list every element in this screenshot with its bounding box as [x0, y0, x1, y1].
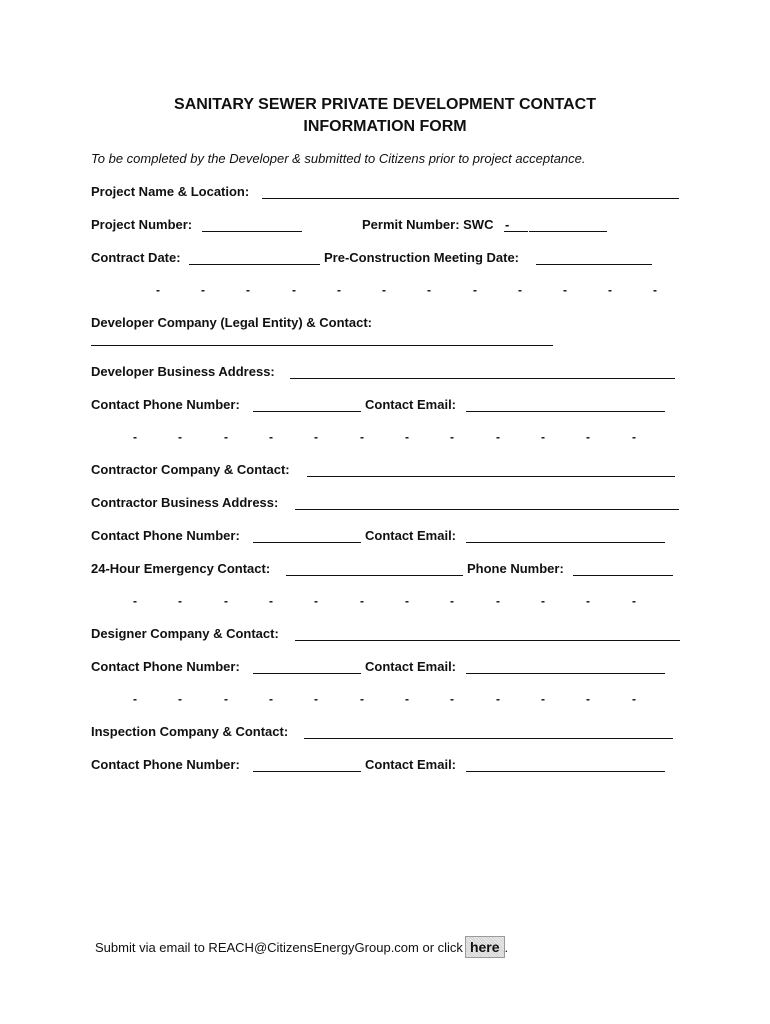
- inspection-contact-row: [91, 757, 671, 775]
- emergency-contact-field[interactable]: [286, 575, 463, 576]
- separator-dashes-2: [0, 430, 770, 444]
- contact-email-label: Contact Email:: [365, 528, 457, 543]
- contract-date-label: Contract Date:: [91, 250, 181, 265]
- project-number-field[interactable]: [202, 231, 302, 232]
- separator-dash: -: [178, 430, 182, 444]
- developer-company-label: Developer Company (Legal Entity) & Contact:: [91, 315, 372, 330]
- project-permit-row: [91, 217, 621, 235]
- developer-email-field[interactable]: [466, 411, 665, 412]
- separator-dash: -: [450, 594, 454, 608]
- contractor-company-label: Contractor Company & Contact:: [91, 462, 290, 477]
- emergency-contact-label: 24-Hour Emergency Contact:: [91, 561, 271, 576]
- permit-number-field-2[interactable]: [529, 231, 607, 232]
- separator-dash: -: [450, 430, 454, 444]
- separator-dash: -: [178, 594, 182, 608]
- separator-dash: -: [496, 594, 500, 608]
- contact-email-label: Contact Email:: [365, 397, 457, 412]
- designer-company-field[interactable]: [295, 640, 680, 641]
- developer-address-row: [91, 364, 681, 382]
- contractor-email-field[interactable]: [466, 542, 665, 543]
- separator-dash: -: [427, 283, 431, 297]
- separator-dash: -: [541, 430, 545, 444]
- contractor-address-row: [91, 495, 686, 513]
- separator-dash: -: [632, 430, 636, 444]
- separator-dash: -: [133, 430, 137, 444]
- separator-dash: -: [632, 692, 636, 706]
- separator-dash: -: [518, 283, 522, 297]
- separator-dash: -: [246, 283, 250, 297]
- project-number-label: Project Number:: [91, 217, 193, 232]
- project-name-field[interactable]: [262, 198, 679, 199]
- separator-dash: -: [496, 692, 500, 706]
- form-title-line-2: INFORMATION FORM: [303, 118, 467, 135]
- designer-company-row: [91, 626, 686, 644]
- permit-separator: -: [505, 217, 510, 232]
- designer-company-label: Designer Company & Contact:: [91, 626, 279, 641]
- developer-address-label: Developer Business Address:: [91, 364, 275, 379]
- separator-dash: -: [201, 283, 205, 297]
- submit-period: .: [504, 940, 509, 955]
- separator-dash: -: [382, 283, 386, 297]
- separator-dashes-1: [0, 283, 770, 297]
- submit-instructions: [95, 936, 508, 958]
- developer-address-field[interactable]: [290, 378, 675, 379]
- inspection-email-field[interactable]: [466, 771, 665, 772]
- designer-email-field[interactable]: [466, 673, 665, 674]
- separator-dash: -: [473, 283, 477, 297]
- separator-dashes-3: [0, 594, 770, 608]
- contact-phone-label: Contact Phone Number:: [91, 659, 240, 674]
- separator-dash: -: [586, 692, 590, 706]
- here-link-button[interactable]: here: [465, 936, 505, 958]
- inspection-company-row: [91, 724, 681, 742]
- separator-dash: -: [178, 692, 182, 706]
- contractor-contact-row: [91, 528, 671, 546]
- separator-dash: -: [314, 430, 318, 444]
- separator-dash: -: [405, 692, 409, 706]
- separator-dash: -: [133, 594, 137, 608]
- developer-contact-row: [91, 397, 671, 415]
- separator-dash: -: [586, 594, 590, 608]
- separator-dash: -: [450, 692, 454, 706]
- designer-contact-row: [91, 659, 671, 677]
- contractor-address-field[interactable]: [295, 509, 679, 510]
- separator-dash: -: [563, 283, 567, 297]
- separator-dash: -: [632, 594, 636, 608]
- contact-phone-label: Contact Phone Number:: [91, 757, 240, 772]
- separator-dash: -: [224, 430, 228, 444]
- permit-number-label: Permit Number: SWC: [362, 217, 494, 232]
- separator-dash: -: [541, 692, 545, 706]
- separator-dash: -: [269, 594, 273, 608]
- preconstruction-date-label: Pre-Construction Meeting Date:: [324, 250, 520, 265]
- developer-company-field[interactable]: [91, 345, 553, 346]
- contact-email-label: Contact Email:: [365, 659, 457, 674]
- contact-email-label: Contact Email:: [365, 757, 457, 772]
- preconstruction-date-field[interactable]: [536, 264, 652, 265]
- contract-date-field[interactable]: [189, 264, 320, 265]
- submit-text: Submit via email to REACH@CitizensEnergyGroup.com or click: [95, 940, 463, 955]
- contact-phone-label: Contact Phone Number:: [91, 397, 240, 412]
- contractor-address-label: Contractor Business Address:: [91, 495, 279, 510]
- inspection-company-label: Inspection Company & Contact:: [91, 724, 289, 739]
- separator-dash: -: [496, 430, 500, 444]
- form-title-line-1: SANITARY SEWER PRIVATE DEVELOPMENT CONTACT: [174, 96, 596, 113]
- separator-dash: -: [360, 692, 364, 706]
- separator-dash: -: [405, 430, 409, 444]
- separator-dash: -: [541, 594, 545, 608]
- form-instructions: To be completed by the Developer & submitted to Citizens prior to project acceptance.: [91, 151, 586, 166]
- separator-dash: -: [314, 692, 318, 706]
- emergency-phone-field[interactable]: [573, 575, 673, 576]
- inspection-phone-field[interactable]: [253, 771, 361, 772]
- separator-dash: -: [224, 594, 228, 608]
- separator-dash: -: [292, 283, 296, 297]
- phone-number-label: Phone Number:: [467, 561, 564, 576]
- separator-dashes-4: [0, 692, 770, 706]
- developer-company-row: [91, 315, 561, 349]
- separator-dash: -: [269, 430, 273, 444]
- separator-dash: -: [133, 692, 137, 706]
- contact-phone-label: Contact Phone Number:: [91, 528, 240, 543]
- emergency-contact-row: [91, 561, 681, 579]
- contract-date-row: [91, 250, 661, 268]
- separator-dash: -: [269, 692, 273, 706]
- separator-dash: -: [156, 283, 160, 297]
- separator-dash: -: [586, 430, 590, 444]
- inspection-company-field[interactable]: [304, 738, 673, 739]
- separator-dash: -: [360, 430, 364, 444]
- contractor-company-row: [91, 462, 681, 480]
- separator-dash: -: [608, 283, 612, 297]
- project-name-label: Project Name & Location:: [91, 184, 250, 199]
- contractor-company-field[interactable]: [307, 476, 675, 477]
- separator-dash: -: [337, 283, 341, 297]
- separator-dash: -: [405, 594, 409, 608]
- designer-phone-field[interactable]: [253, 673, 361, 674]
- developer-phone-field[interactable]: [253, 411, 361, 412]
- separator-dash: -: [653, 283, 657, 297]
- contractor-phone-field[interactable]: [253, 542, 361, 543]
- separator-dash: -: [224, 692, 228, 706]
- separator-dash: -: [314, 594, 318, 608]
- separator-dash: -: [360, 594, 364, 608]
- project-name-row: [91, 184, 681, 202]
